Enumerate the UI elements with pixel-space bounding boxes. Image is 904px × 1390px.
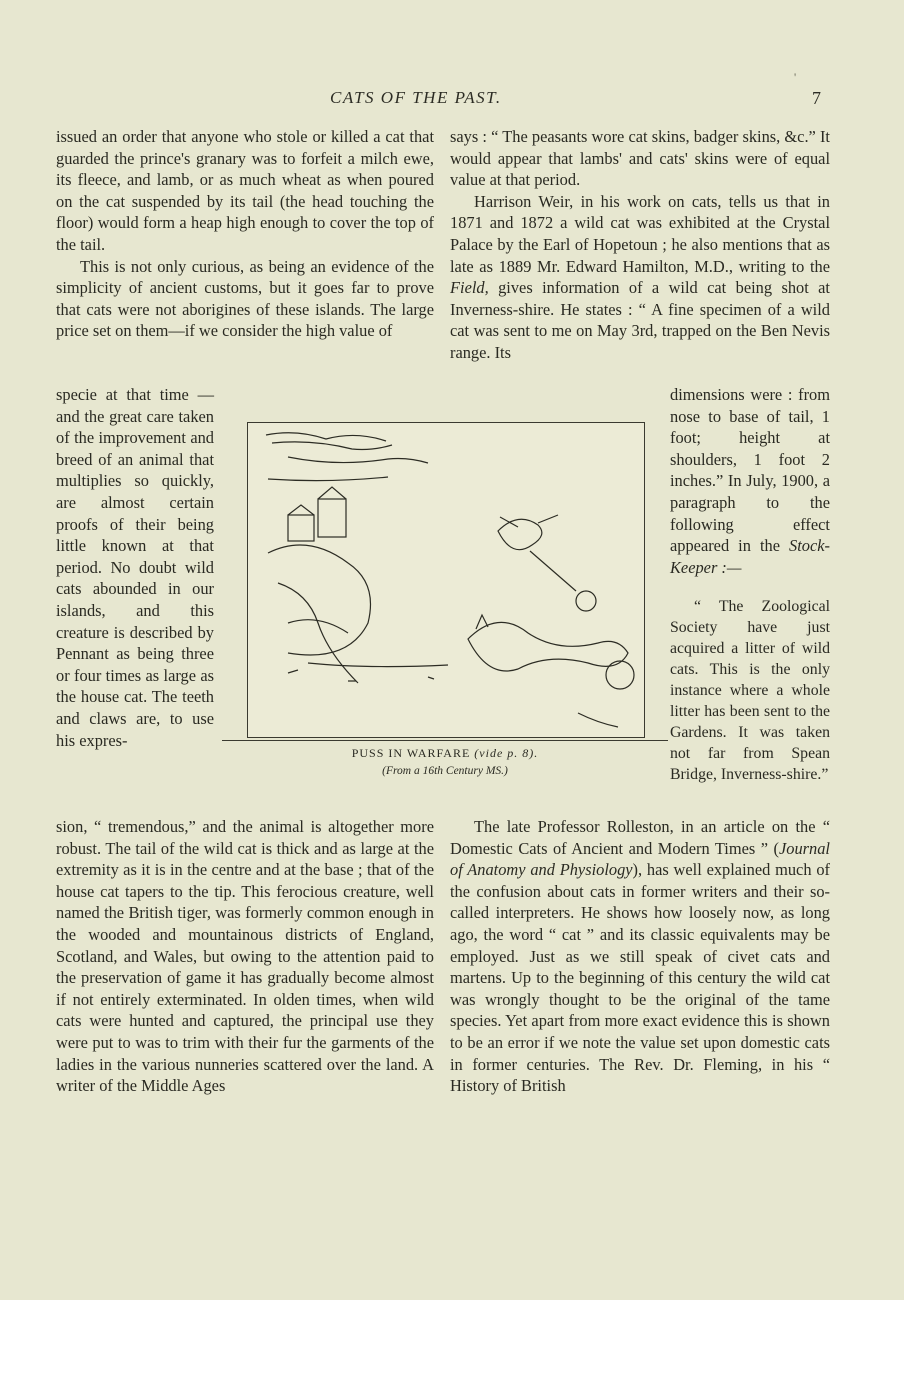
figure-rule xyxy=(222,740,668,741)
rope xyxy=(530,551,576,591)
block-quote: “ The Zoological Society have just acquired a litter of wild cats. This is the only instance where a whole litter has been sent to the Gardens. It was taken not far from Spean Bridge, Inverness-shire.” xyxy=(670,598,830,783)
cloud-stroke xyxy=(266,433,386,441)
river xyxy=(278,583,358,683)
right-column-top xyxy=(450,126,830,364)
tower-roof xyxy=(318,487,346,499)
right-wrap-text: dimensions were : from nose to base of tail, 1 foot; height at shoulders, 1 foot 2 inches.” In July, 1900, a paragraph to the following effect appeared in the Stock-Keeper :— xyxy=(670,385,830,577)
paragraph: Harrison Weir, in his work on cats, tells us that in 1871 and 1872 a wild cat was exhibited at the Crystal Palace by the Earl of Hopetoun ; he also mentions that as late as 1889 Mr. Edward Hamilton, M.D., writing to the Field, gives information of a wild cat being shot at Inverness-shire. He states : “ A fine specimen of a wild cat was sent to me on May 3rd, trapped on the Ben Nevis range. Its xyxy=(450,191,830,362)
illustration-drawing xyxy=(248,423,644,737)
running-title: CATS OF THE PAST. xyxy=(330,88,502,107)
bomb-smoke xyxy=(606,661,634,689)
house-roof xyxy=(288,505,314,515)
page-header xyxy=(0,88,904,112)
figure-caption xyxy=(247,746,643,777)
left-wrap-text: specie at that time — and the great care taken of the improvement and breed of an animal that multiplies so quickly, are almost certain proofs of their being little known at that period. No doubt wild cats abounded in our islands, and this creature is described by Pennant as being three or four times as large as the house cat. The teeth and claws are, to use his expres- xyxy=(56,385,214,750)
paragraph: issued an order that anyone who stole or killed a cat that guarded the prince's granary was to forfeit a milch ewe, its fleece, and lamb, or as much wheat as when poured on the cat suspended by its tail (the head touching the floor) would form a heap high enough to cover the top of the tail. xyxy=(56,127,434,254)
flame-trail xyxy=(578,713,618,727)
bird-body xyxy=(498,519,542,549)
left-column-top xyxy=(56,126,434,342)
paragraph: says : “ The peasants wore cat skins, badger skins, &c.” It would appear that lambs' and cats' skins were of equal value at that period. xyxy=(450,127,830,190)
hill xyxy=(268,545,371,655)
bottom-white-band xyxy=(0,1300,904,1390)
cat-ears xyxy=(476,615,488,629)
cloud-stroke xyxy=(272,442,392,450)
right-column-lower: The late Professor Rolleston, in an article on the “ Domestic Cats of Ancient and Modern Times ” (Journal of Anatomy and Physiology), has well explained much of the confusion about cats in former writers and their so-called interpreters. He shows how loosely now, as long ago, the word “ cat ” and its classic equivalents may be employed. Just as we still speak of civet cats and martens. Up to the beginning of this century the wild cat was wrongly thought to be the original of the tame species. Yet apart from more exact evidence this is shown to be an error if we note the value set upon domestic cats in former centuries. The Rev. Dr. Fleming, in his “ History of British xyxy=(450,817,830,1096)
journal-title: Journal of Anatomy and Physiology xyxy=(450,838,830,880)
house xyxy=(288,515,314,541)
margin-mark: ' xyxy=(794,70,797,84)
stock-keeper-title: Stock-Keeper :— xyxy=(670,536,830,577)
field-title: Field, xyxy=(450,278,489,298)
cat-body xyxy=(468,622,628,671)
bomb-pot xyxy=(576,591,596,611)
paragraph: This is not only curious, as being an evidence of the simplicity of ancient customs, but it goes far to prove that cats were not aborigines of these islands. The large price set on them—if we consider the high value of xyxy=(56,256,434,341)
cloud-stroke xyxy=(268,477,388,481)
caption-source: (From a 16th Century MS.) xyxy=(382,765,508,777)
left-column-lower: sion, “ tremendous,” and the animal is altogether more robust. The tail of the wild cat is thick and as large at the extremity as it is in the centre and at the base ; that of the house cat tapers to the tip. This ferocious creature, well named the British tiger, was formerly common enough in the wooded and mountainous districts of England, Scotland, and Wales, but owing to the attention paid to the preservation of game it has gradually become almost if not entirely exterminated. In olden times, when wild cats were hunted and captured, the principal use they were put to was to trim with their fur the garments of the ladies in the various nunneries scattered over the land. A writer of the Middle Ages xyxy=(56,817,434,1096)
cloud-stroke xyxy=(288,457,428,463)
page-number: 7 xyxy=(812,88,821,108)
tower xyxy=(318,499,346,537)
ground-marks xyxy=(288,670,434,681)
ground-line xyxy=(308,663,448,667)
caption-title: PUSS IN WARFARE (vide p. 8). xyxy=(351,746,539,760)
woodcut-illustration xyxy=(247,422,645,738)
